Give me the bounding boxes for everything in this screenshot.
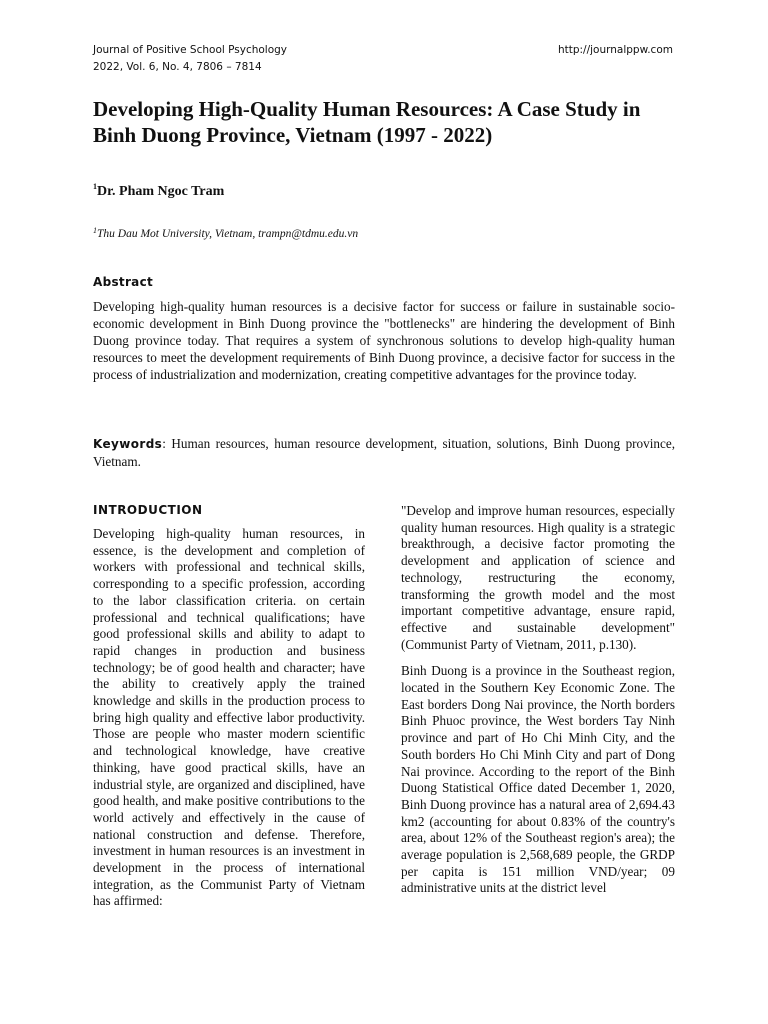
party-quote-paragraph: "Develop and improve human resources, especially quality human resources. High quality is a strategic breakthrough, a decisive factor promoting the development and application of science and technology, restructuring the economy, transforming the growth model and the most important competitive advantage, ensure rapid, effective and sustainable development" (Communist Party of Vietnam, 2011, p.130). <box>401 503 675 652</box>
abstract-body: Developing high-quality human resources is a decisive factor for success or failure in sustainable socio-economic development in Binh Duong province the "bottlenecks" are hindering the development of Binh Duong province today. That requires a system of synchronous solutions to develop high-quality human resources to meet the development requirements of Binh Duong province, a decisive factor for success in the process of industrialization and modernization, creating competitive advantages for the province today. <box>93 299 675 382</box>
keywords-label: Keywords <box>93 437 163 451</box>
left-column <box>93 503 365 910</box>
journal-name: Journal of Positive School Psychology <box>93 44 288 56</box>
keywords-line <box>93 435 675 471</box>
author-marker: 1 <box>93 182 97 191</box>
right-column <box>401 503 675 907</box>
affiliation-text: Thu Dau Mot University, Vietnam, trampn@tdmu.edu.vn <box>97 228 359 240</box>
author-line <box>93 184 224 200</box>
introduction-heading: INTRODUCTION <box>93 503 203 517</box>
affiliation-marker: 1 <box>93 226 97 235</box>
binh-duong-paragraph: Binh Duong is a province in the Southeast region, located in the Southern Key Economic Zone. The East borders Dong Nai province, the North borders Binh Phuoc province, the West borders Tay Ninh province and part of Ho Chi Minh City, and the South borders Ho Chi Minh City and part of Dong Nai province. According to the report of the Binh Duong Statistical Office dated December 1, 2020, Binh Duong province has a natural area of 2,694.43 km2 (accounting for about 0.83% of the country's area, about 12% of the Southeast region's area); the average population is 2,568,689 people, the GRDP per capita is 151 million VND/year; 09 administrative units at the district level <box>401 663 675 896</box>
introduction-left-paragraph: Developing high-quality human resources, in essence, is the development and completion of workers with professional and technical skills, corresponding to a specific profession, according to the labor classification criteria. on certain professional and technical qualifications; have good professional skills and ability to adapt to rapid changes in production and business technology; be of good health and character; have the ability to creatively apply the trained knowledge and skills in the production process to bring high quality and effective labor productivity. Those are people who master modern scientific and technological knowledge, have creative thinking, have good practical skills, have an industrial style, are organized and disciplined, have good health, and make positive contributions to the world actively and effectively in the cause of national construction and defense. Therefore, investment in human resources is an investment in development in the process of international integration, as the Communist Party of Vietnam has affirmed: <box>93 526 365 909</box>
keywords-text: : Human resources, human resource development, situation, solutions, Binh Duong province, Vietnam. <box>93 436 675 469</box>
author-name: Dr. Pham Ngoc Tram <box>97 184 225 199</box>
journal-url[interactable]: http://journalppw.com <box>557 44 673 56</box>
paper-title: Developing High-Quality Human Resources: A Case Study in Binh Duong Province, Vietnam (1997 - 2022) <box>93 97 641 147</box>
journal-volume: 2022, Vol. 6, No. 4, 7806 – 7814 <box>93 61 262 73</box>
affiliation-line <box>93 228 358 240</box>
abstract-heading: Abstract <box>93 275 154 289</box>
running-header <box>93 42 673 76</box>
